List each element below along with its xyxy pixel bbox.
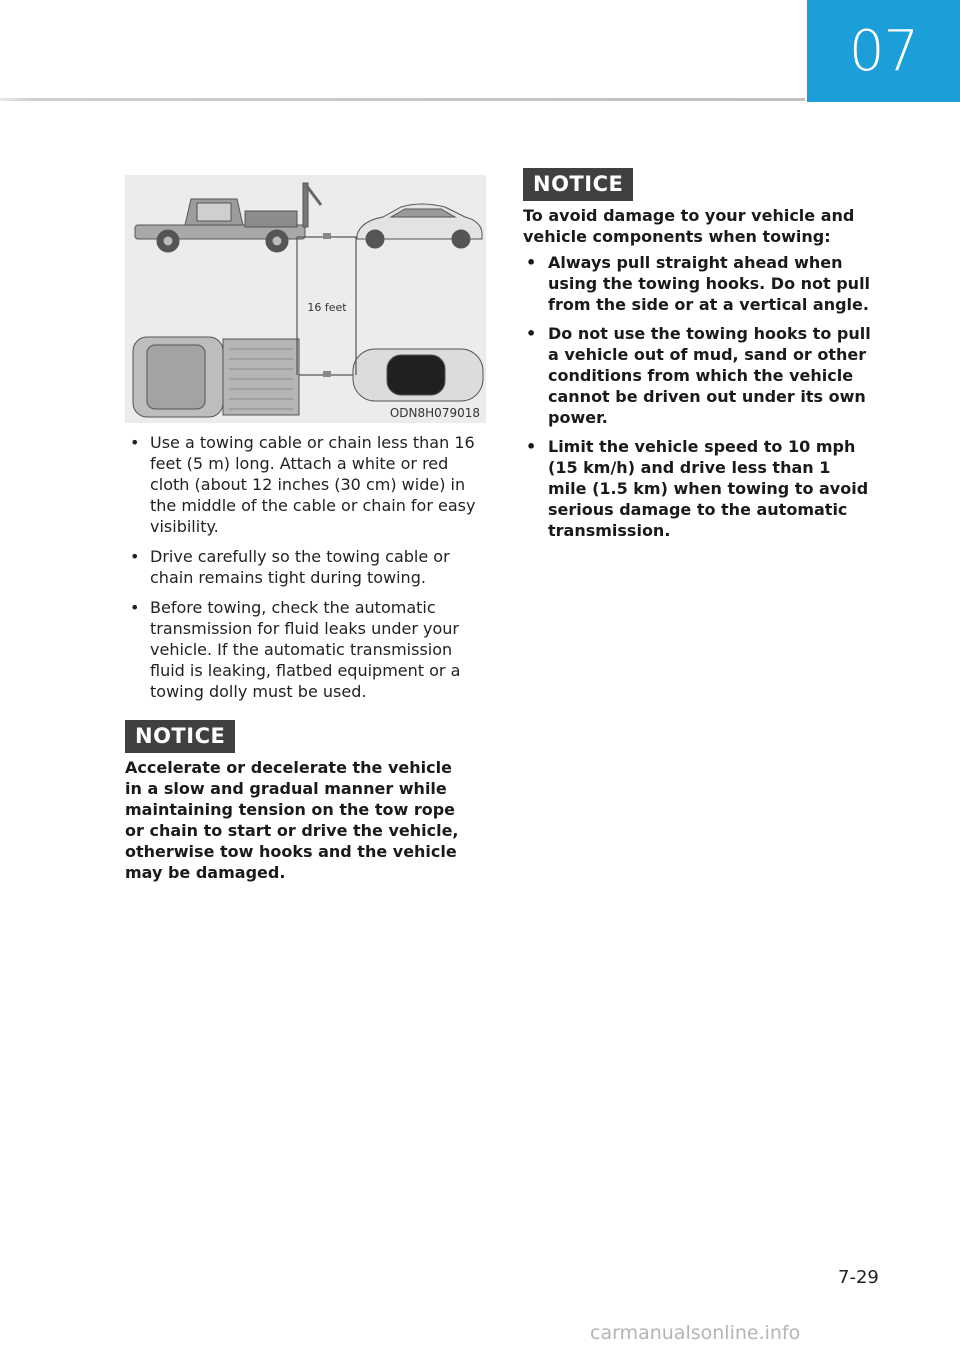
notice-badge: NOTICE: [125, 720, 235, 753]
page-number: 7-29: [838, 1267, 879, 1288]
sedan-side-icon: [357, 204, 482, 248]
list-item: • Limit the vehicle speed to 10 mph (15 km/h) and drive less than 1 mile (1.5 km) when towing to avoid serious damage to the automatic transmission.: [524, 436, 874, 541]
notice-intro: To avoid damage to your vehicle and vehicle components when towing:: [523, 206, 855, 246]
list-item: • Before towing, check the automatic transmission for fluid leaks under your vehicle. If the automatic transmission fluid is leaking, flatbed equipment or a towing dolly must be used.: [128, 597, 490, 702]
warning-cloth-top: [323, 233, 331, 239]
notice-text: Accelerate or decelerate the vehicle in a slow and gradual manner while maintaining tension on the tow rope or chain to start or drive the vehicle, otherwise tow hooks and the vehicle may be damaged.: [125, 758, 459, 882]
chapter-tab: 07: [807, 0, 960, 102]
sedan-top-view-icon: [353, 349, 483, 401]
notice-badge: NOTICE: [523, 168, 633, 201]
towing-diagram: [125, 175, 486, 423]
header-rule: [0, 98, 805, 101]
warning-cloth-bottom: [323, 371, 331, 377]
notice-bullet-list: [524, 252, 874, 549]
list-item: • Use a towing cable or chain less than 16 feet (5 m) long. Attach a white or red cloth (about 12 inches (30 cm) wide) in the middle of the cable or chain for easy visibility.: [128, 432, 490, 537]
watermark: carmanualsonline.info: [590, 1322, 801, 1344]
list-item: • Always pull straight ahead when using the towing hooks. Do not pull from the side or at a vertical angle.: [524, 252, 874, 315]
towing-instructions-list: [128, 432, 490, 711]
figure-caption: ODN8H079018: [389, 406, 480, 420]
tow-truck-side-icon: [135, 183, 321, 252]
pickup-top-view-icon: [133, 337, 299, 417]
distance-label: 16 feet: [307, 301, 347, 314]
list-item: • Do not use the towing hooks to pull a vehicle out of mud, sand or other conditions from which the vehicle cannot be driven out under its own power.: [524, 323, 874, 428]
list-item: • Drive carefully so the towing cable or chain remains tight during towing.: [128, 546, 490, 588]
towing-illustration: [125, 175, 486, 423]
